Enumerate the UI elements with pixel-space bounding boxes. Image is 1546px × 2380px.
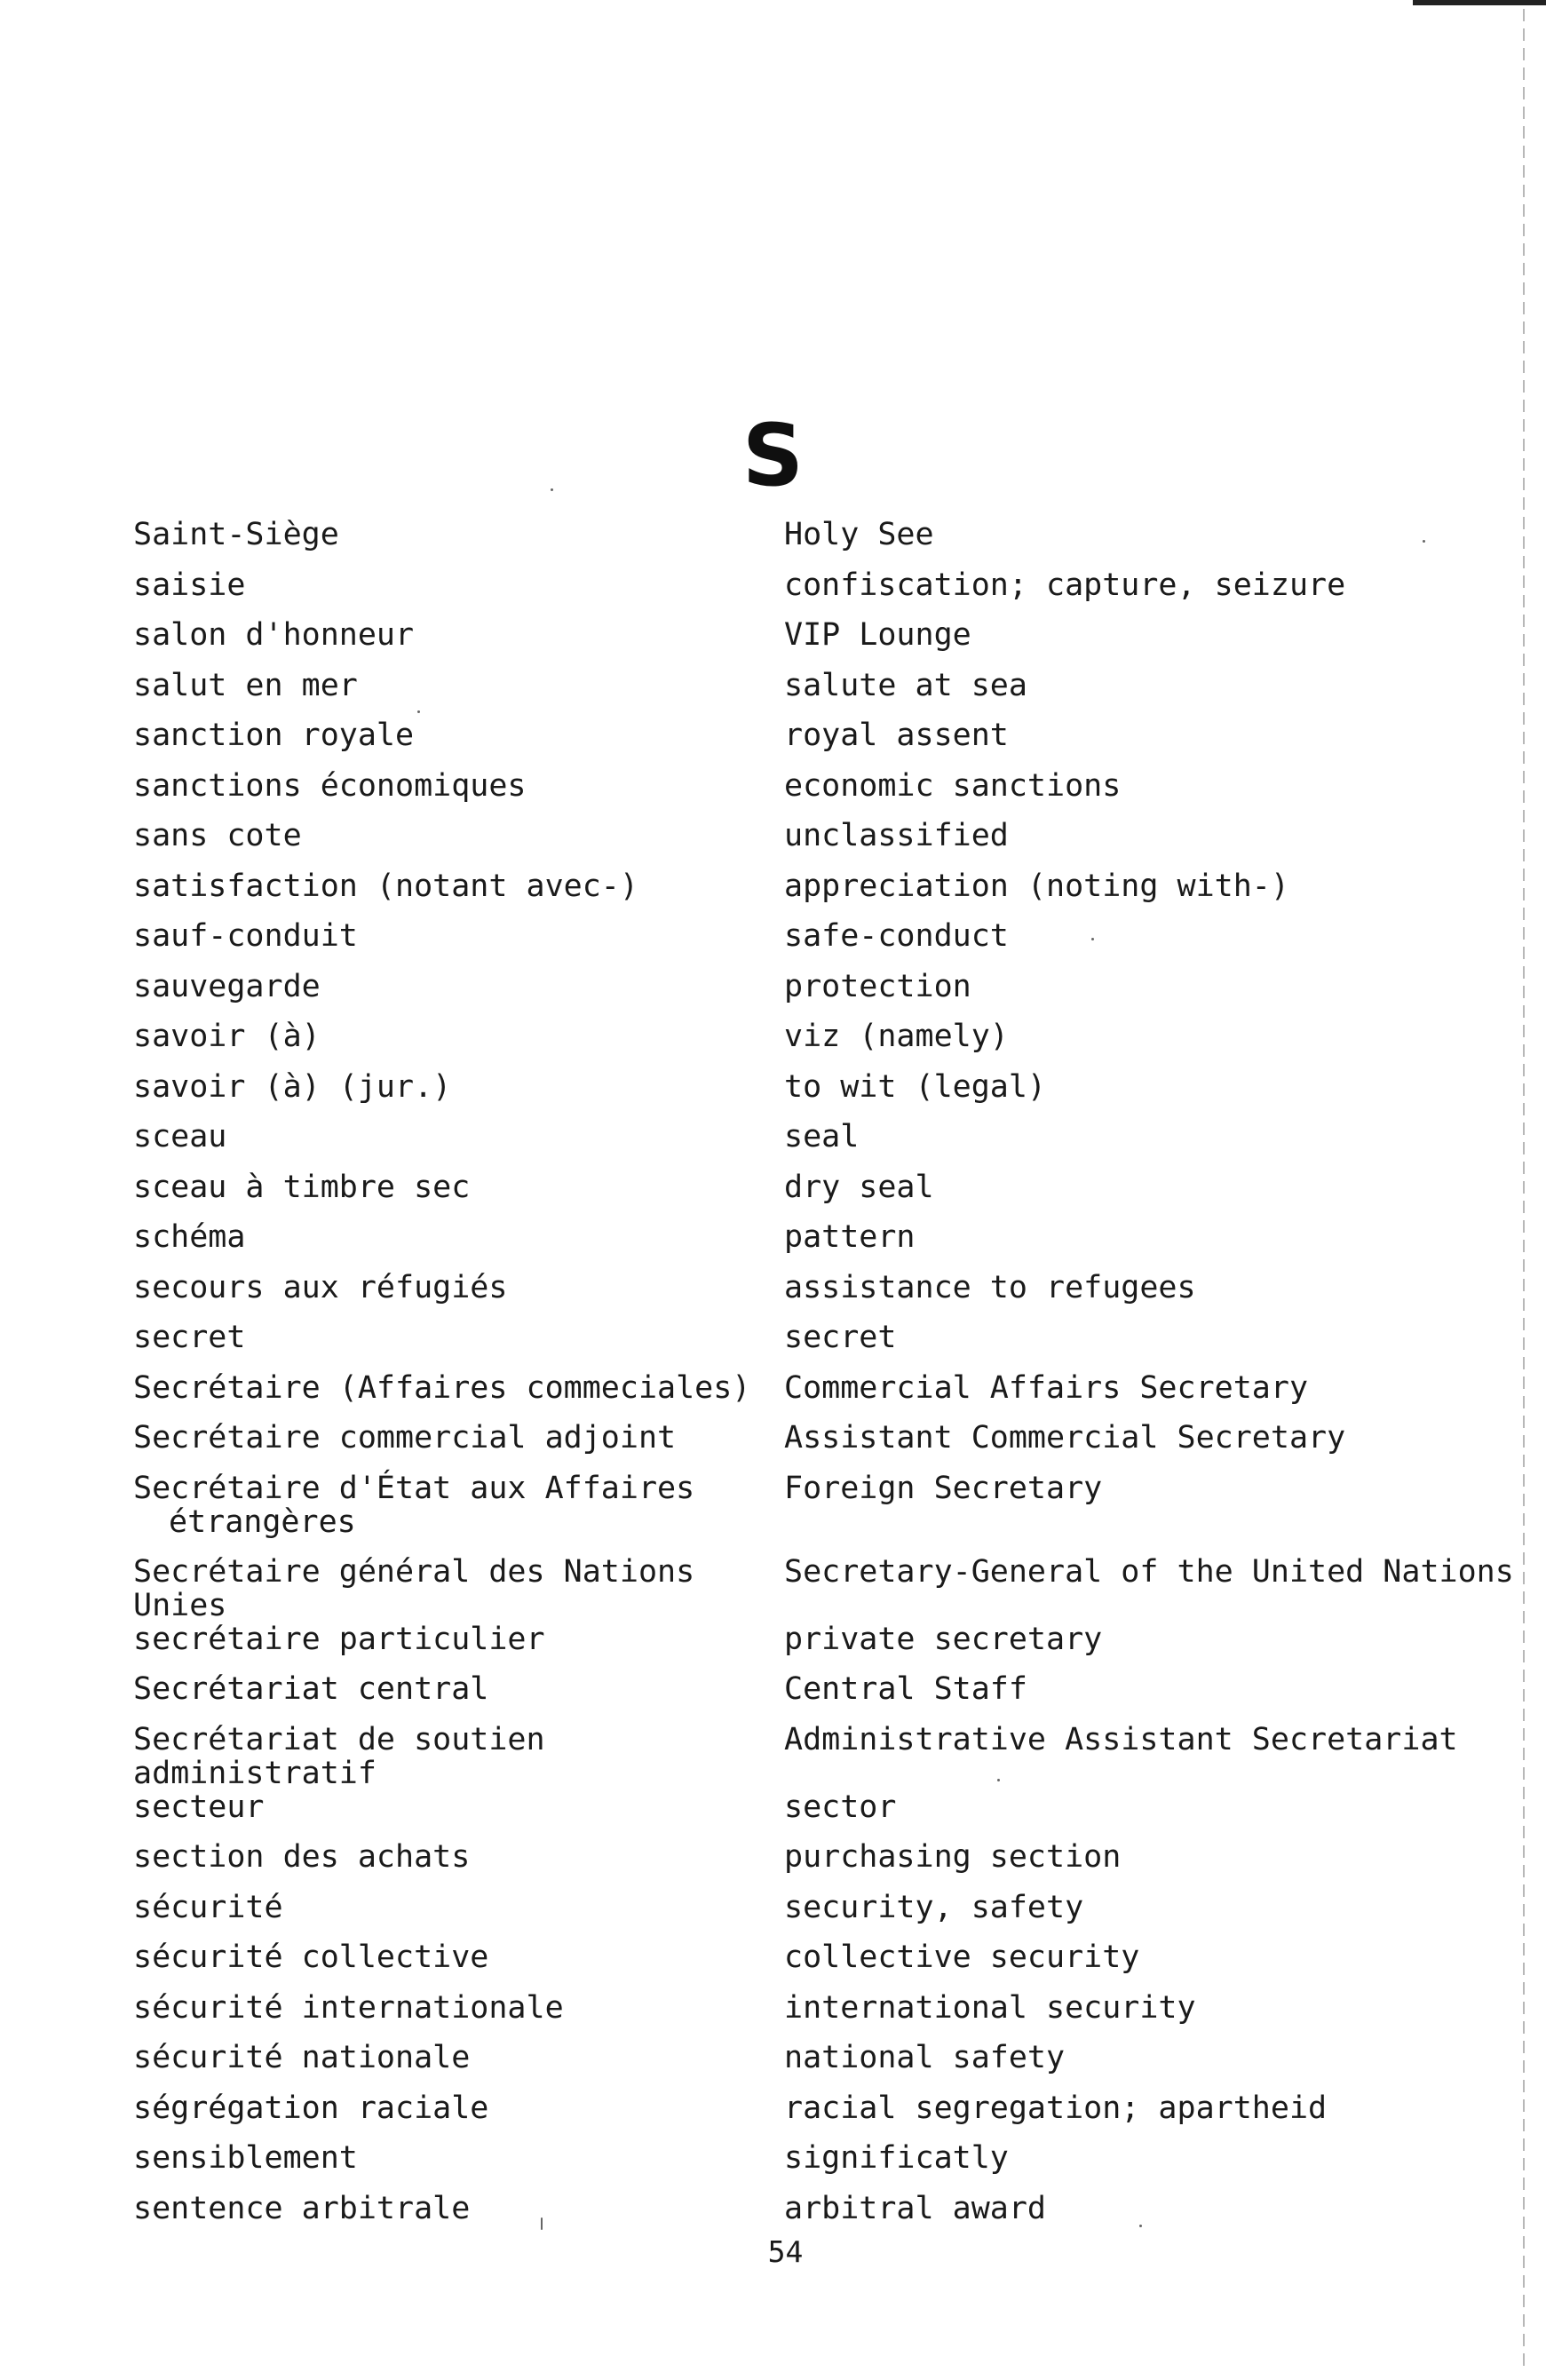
french-term-text: sanctions économiques — [133, 767, 527, 804]
english-term: viz (namely) — [784, 1019, 1009, 1054]
english-term: racial segregation; apartheid — [784, 2090, 1328, 2126]
glossary-entry — [133, 1070, 1447, 1121]
glossary-entry — [133, 1472, 1447, 1555]
french-term — [133, 1555, 784, 1622]
french-term — [133, 1940, 784, 1974]
glossary-entry — [133, 568, 1447, 619]
glossary-entry — [133, 1170, 1447, 1221]
french-term-text: Secrétaire général des Nations Unies — [133, 1553, 714, 1623]
scan-edge-right — [1523, 9, 1525, 2371]
french-term-text: sceau à timbre sec — [133, 1169, 471, 1205]
english-term: royal assent — [784, 718, 1009, 753]
french-term — [133, 769, 784, 803]
english-term: salute at sea — [784, 667, 1027, 703]
french-term-text: sauf-conduit — [133, 918, 358, 954]
glossary-entry — [133, 2041, 1447, 2091]
glossary-entry — [133, 1991, 1447, 2042]
section-letter: S — [741, 406, 805, 505]
english-term: national safety — [784, 2040, 1066, 2075]
english-term: Commercial Affairs Secretary — [784, 1369, 1309, 1406]
french-term — [133, 970, 784, 1004]
french-term — [133, 919, 784, 953]
french-term-text: Secrétaire (Affaires commeciales) — [133, 1369, 751, 1406]
french-term — [133, 1991, 784, 2025]
french-term — [133, 2041, 784, 2075]
glossary-entry — [133, 1790, 1447, 1841]
english-term: secret — [784, 1320, 897, 1355]
french-term-text: secrétaire particulier — [133, 1621, 545, 1657]
french-term-text: savoir (à) — [133, 1019, 321, 1054]
french-term-text: sécurité — [133, 1889, 283, 1925]
english-term: pattern — [784, 1219, 916, 1255]
glossary-entry — [133, 1553, 1514, 1623]
french-term — [133, 1120, 784, 1154]
glossary-entry — [133, 1371, 1447, 1422]
glossary-entry — [133, 769, 1447, 820]
english-term: purchasing section — [784, 1839, 1122, 1875]
french-term — [133, 1472, 784, 1539]
french-term-text: salon d'honneur — [133, 617, 415, 653]
english-term: Secretary-General of the United Nations — [784, 1553, 1514, 1590]
french-term-text: sceau — [133, 1119, 227, 1154]
french-term — [133, 1220, 784, 1254]
french-term-text: sécurité collective — [133, 1940, 489, 1975]
glossary-entry — [133, 919, 1447, 970]
french-term — [133, 1321, 784, 1354]
english-term: collective security — [784, 1940, 1140, 1975]
english-term: seal — [784, 1119, 860, 1154]
french-term — [133, 718, 784, 752]
french-term-text: Saint-Siège — [133, 517, 339, 552]
french-term — [133, 1840, 784, 1874]
french-term — [133, 2141, 784, 2175]
glossary-entry — [133, 1120, 1447, 1170]
french-term-text: secteur — [133, 1789, 265, 1825]
glossary-entry — [133, 669, 1447, 719]
french-term-text: Secrétaire commercial adjoint — [133, 1420, 677, 1456]
glossary-entry — [133, 718, 1447, 769]
english-term: Administrative Assistant Secretariat — [784, 1721, 1458, 1757]
french-term — [133, 1070, 784, 1104]
french-term — [133, 1790, 784, 1824]
glossary-entry — [133, 2091, 1447, 2142]
french-term-text: Secrétaire d'État aux Affaires — [133, 1470, 695, 1506]
french-term — [133, 1622, 784, 1656]
english-term: Holy See — [784, 517, 934, 552]
glossary-entry — [133, 1721, 1458, 1791]
glossary-entry — [133, 1940, 1447, 1991]
english-term: Foreign Secretary — [784, 1470, 1103, 1506]
french-term-text: saisie — [133, 567, 246, 603]
glossary-entry — [133, 819, 1447, 869]
french-term-text: sécurité nationale — [133, 2040, 471, 2075]
french-term — [133, 2192, 784, 2225]
page-number: 54 — [767, 2234, 804, 2269]
glossary-entry — [133, 1220, 1447, 1271]
french-term-text: sentence arbitrale — [133, 2190, 471, 2226]
english-term: to wit (legal) — [784, 1068, 1047, 1105]
french-term — [133, 1019, 784, 1053]
french-term — [133, 1371, 784, 1405]
english-term: confiscation; capture, seizure — [784, 567, 1346, 603]
glossary-entry — [133, 618, 1447, 669]
french-term — [133, 1170, 784, 1204]
english-term: sector — [784, 1789, 897, 1825]
glossary-entry — [133, 869, 1447, 920]
english-term: protection — [784, 968, 971, 1004]
french-term — [133, 819, 784, 853]
french-term-text: ségrégation raciale — [133, 2090, 489, 2126]
french-term-text: secours aux réfugiés — [133, 1269, 508, 1305]
french-term-text: sanction royale — [133, 718, 415, 753]
glossary-entry — [133, 518, 1447, 568]
french-term-text: satisfaction (notant avec-) — [133, 868, 638, 904]
glossary-list — [133, 517, 1514, 2241]
english-term: Central Staff — [784, 1671, 1027, 1707]
french-term-text: sécurité internationale — [133, 1989, 564, 2026]
french-term — [133, 618, 784, 652]
french-term-text: sauvegarde — [133, 968, 321, 1004]
french-term — [133, 1421, 784, 1455]
french-term — [133, 1723, 784, 1790]
english-term: significatly — [784, 2140, 1009, 2176]
french-term — [133, 518, 784, 551]
glossary-entry — [133, 970, 1447, 1020]
french-term-text: sans cote — [133, 818, 302, 853]
english-term: private secretary — [784, 1621, 1103, 1657]
english-term: international security — [784, 1989, 1196, 2026]
french-term — [133, 1672, 784, 1706]
english-term: safe-conduct — [784, 918, 1009, 954]
english-term: arbitral award — [784, 2190, 1047, 2226]
french-term-text: Secrétariat central — [133, 1671, 489, 1707]
glossary-entry — [133, 1840, 1447, 1891]
glossary-entry — [133, 1019, 1447, 1070]
glossary-entry — [133, 1271, 1447, 1321]
english-term: security, safety — [784, 1889, 1084, 1925]
glossary-entry — [133, 2141, 1447, 2192]
french-term-continuation: étrangères — [169, 1503, 356, 1540]
french-term-text: section des achats — [133, 1839, 471, 1875]
french-term — [133, 2091, 784, 2125]
english-term: VIP Lounge — [784, 617, 971, 653]
glossary-entry — [133, 1672, 1447, 1723]
glossary-entry — [133, 1321, 1447, 1371]
english-term: dry seal — [784, 1169, 934, 1205]
scan-edge-top — [1413, 0, 1546, 5]
english-term: Assistant Commercial Secretary — [784, 1420, 1346, 1456]
glossary-entry — [133, 1421, 1447, 1472]
french-term-text: savoir (à) (jur.) — [133, 1068, 452, 1105]
french-term-text: sensiblement — [133, 2140, 358, 2176]
french-term — [133, 669, 784, 702]
french-term-text: schéma — [133, 1219, 246, 1255]
french-term-text: secret — [133, 1320, 246, 1355]
english-term: unclassified — [784, 818, 1009, 853]
english-term: economic sanctions — [784, 767, 1122, 804]
french-term-text: salut en mer — [133, 667, 358, 703]
glossary-entry — [133, 1891, 1447, 1941]
french-term — [133, 1891, 784, 1924]
french-term — [133, 1271, 784, 1305]
french-term-text: Secrétariat de soutien administratif — [133, 1721, 564, 1791]
french-term — [133, 568, 784, 602]
english-term: appreciation (noting with-) — [784, 868, 1289, 904]
english-term: assistance to refugees — [784, 1269, 1196, 1305]
french-term — [133, 869, 784, 903]
glossary-entry — [133, 1622, 1447, 1673]
